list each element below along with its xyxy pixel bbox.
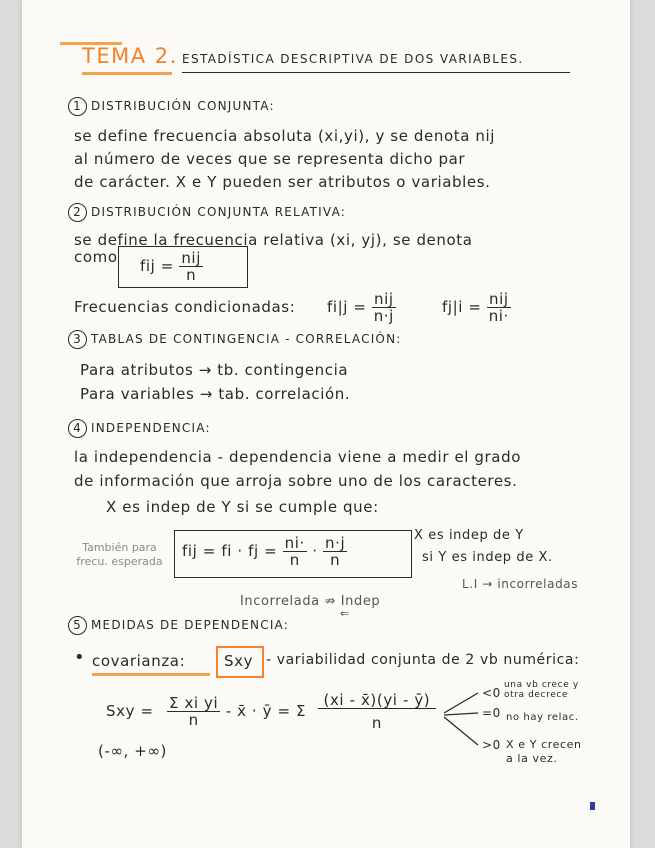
zero-note: no hay relac. [506, 712, 579, 723]
tema-label: TEMA 2. [82, 44, 178, 68]
tema-underline [82, 72, 172, 75]
sxy-box-label: Sxy [224, 652, 254, 670]
s2-como: como [74, 248, 118, 266]
ni-numerator: ni· [284, 534, 305, 552]
fj-given-i-numerator: nij [488, 290, 509, 308]
ni-denominator: n [289, 551, 300, 569]
side-note: También para frecu. esperada [76, 541, 163, 568]
covariance-range: (-∞, +∞) [98, 742, 168, 760]
section-1-title: DISTRIBUCIÓN CONJUNTA: [91, 99, 275, 113]
sxy-formula [106, 692, 436, 731]
sum-numerator: Σ xi yi [169, 694, 219, 712]
sum-denominator: n [188, 711, 199, 729]
implies-back-arrow: ⇐ [340, 607, 350, 620]
s2-line-1: se define la frecuencia relativa (xi, yj), se denota [74, 231, 473, 249]
notebook-page [22, 0, 630, 848]
section-3-number: 3 [68, 330, 87, 349]
s1-line-1: se define frecuencia absoluta (xi,yi), y se denota nij [74, 127, 496, 145]
section-1-heading [68, 97, 275, 116]
fij-denominator: n [186, 266, 197, 284]
fi-given-j-denominator: n·j [373, 307, 394, 325]
fj-given-i-fraction [487, 291, 511, 324]
covarianza-label: covarianza: [92, 652, 186, 670]
centered-numerator: (xi - x̄)(yi - ȳ) [318, 692, 437, 709]
sum-fraction [167, 695, 220, 728]
conditional-label: Frecuencias condicionadas: [74, 298, 296, 316]
nj-fraction [323, 535, 347, 568]
pos-note: X e Y crecen a la vez. [506, 738, 582, 765]
section-3-title: TABLAS DE CONTINGENCIA - CORRELACIÓN: [91, 332, 402, 346]
fi-given-j-fraction [372, 291, 396, 324]
section-5-heading [68, 616, 289, 635]
pos-sign: >0 [482, 738, 501, 752]
s1-line-3: de carácter. X e Y pueden ser atributos o variables. [74, 173, 491, 191]
incorrelada-note: Incorrelada ⇏ Indep [240, 594, 381, 609]
fj-given-i-denominator: ni· [488, 307, 509, 325]
li-incorreladas: L.I → incorreladas [462, 577, 579, 591]
independence-formula-left: fij = fi · fj = [182, 542, 278, 560]
section-2-heading [68, 203, 346, 222]
fi-given-j-label: fi|j = [327, 298, 367, 316]
mean-product: - x̄ · ȳ = [225, 702, 291, 720]
covarianza-underline [92, 673, 210, 676]
bullet-dot: • [74, 647, 86, 668]
fij-formula [140, 250, 203, 283]
sxy-label: Sxy = [106, 702, 154, 720]
fj-given-i-label: fj|i = [442, 298, 482, 316]
indep-right-2: si Y es indep de X. [422, 550, 553, 565]
section-4-number: 4 [68, 419, 87, 438]
ni-fraction [283, 535, 307, 568]
arrow-mid [444, 713, 478, 715]
section-2-title: DISTRIBUCIÓN CONJUNTA RELATIVA: [91, 205, 347, 219]
nj-numerator: n·j [325, 534, 346, 552]
fij-fraction [179, 250, 203, 283]
arrow-down [444, 717, 478, 745]
s4-line-3: X es indep de Y si se cumple que: [106, 498, 379, 516]
section-1-number: 1 [68, 97, 87, 116]
section-4-title: INDEPENDENCIA: [91, 421, 211, 435]
page-title: ESTADÍSTICA DESCRIPTIVA DE DOS VARIABLES. [182, 52, 524, 66]
independence-formula [182, 535, 347, 568]
centered-fraction [318, 692, 437, 731]
section-5-title: MEDIDAS DE DEPENDENCIA: [91, 618, 289, 632]
fij-numerator: nij [181, 249, 201, 267]
indep-right-1: X es indep de Y [414, 528, 524, 543]
section-5-number: 5 [68, 616, 87, 635]
s4-line-2: de información que arroja sobre uno de los caracteres. [74, 472, 518, 490]
fj-given-i [442, 291, 511, 324]
centered-denominator: n [371, 714, 382, 732]
s3-line-2: Para variables → tab. correlación. [80, 385, 351, 403]
nj-denominator: n [330, 551, 341, 569]
neg-note: una vb crece y otra decrece [504, 680, 579, 700]
arrow-up [444, 693, 478, 713]
fi-given-j-numerator: nij [373, 290, 394, 308]
s3-line-1: Para atributos → tb. contingencia [80, 361, 349, 379]
neg-sign: <0 [482, 686, 501, 700]
fij-label: fij = [140, 257, 174, 275]
page-marker [590, 802, 595, 810]
sum-sign: Σ [296, 702, 307, 720]
title-underline [182, 72, 570, 73]
covarianza-definition: - variabilidad conjunta de 2 vb numérica: [266, 652, 580, 668]
zero-sign: =0 [482, 706, 501, 720]
section-2-number: 2 [68, 203, 87, 222]
section-3-heading [68, 330, 402, 349]
s4-line-1: la independencia - dependencia viene a medir el grado [74, 448, 522, 466]
section-4-heading [68, 419, 211, 438]
fi-given-j [327, 291, 396, 324]
s1-line-2: al número de veces que se representa dicho par [74, 150, 466, 168]
product-dot: · [312, 542, 318, 560]
